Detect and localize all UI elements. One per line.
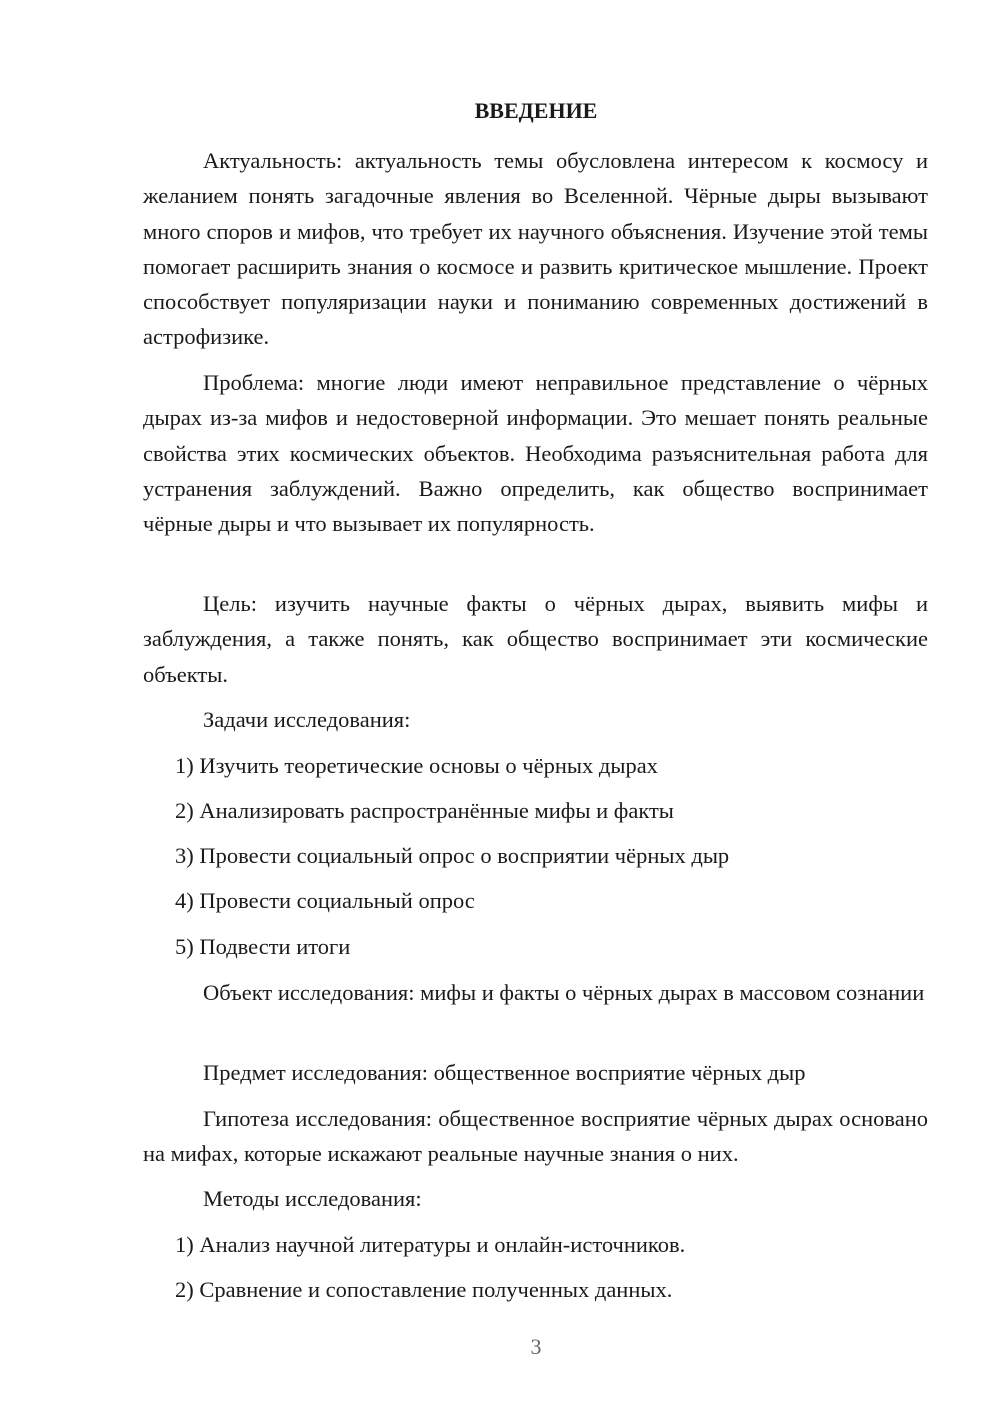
- task-item-5: 5) Подвести итоги: [175, 934, 351, 959]
- task-item-3: 3) Провести социальный опрос о восприятии чёрных дыр: [175, 843, 730, 868]
- tasks-heading: Задачи исследования:: [203, 707, 411, 732]
- goal-paragraph: Цель: изучить научные факты о чёрных дырах, выявить мифы и заблуждения, а также понять, как общество воспринимает эти космические объекты.: [143, 591, 928, 687]
- task-item-1: 1) Изучить теоретические основы о чёрных дырах: [175, 753, 658, 778]
- methods-heading: Методы исследования:: [203, 1186, 422, 1211]
- task-item-2: 2) Анализировать распространённые мифы и факты: [175, 798, 674, 823]
- problem-paragraph: Проблема: многие люди имеют неправильное представление о чёрных дырах из-за мифов и недостоверной информации. Это мешает понять реальные свойства этих космических объектов. Необходима разъяснительная работа для устранения заблуждений. Важно определить, как общество воспринимает чёрные дыры и что вызывает их популярность.: [143, 370, 928, 537]
- method-item-2: 2) Сравнение и сопоставление полученных данных.: [175, 1277, 673, 1302]
- relevance-paragraph: Актуальность: актуальность темы обусловлена интересом к космосу и желанием понять загадочные явления во Вселенной. Чёрные дыры вызывают много споров и мифов, что требует их научного объяснения. Изучение этой темы помогает расширить знания о космосе и развить критическое мышление. Проект способствует популяризации науки и пониманию современных достижений в астрофизике.: [143, 148, 928, 350]
- method-item-1: 1) Анализ научной литературы и онлайн-источников.: [175, 1232, 686, 1257]
- task-item-4: 4) Провести социальный опрос: [175, 888, 475, 913]
- hypothesis-paragraph: Гипотеза исследования: общественное восприятие чёрных дырах основано на мифах, которые искажают реальные научные знания о них.: [143, 1106, 928, 1167]
- page-number: 3: [530, 1334, 542, 1359]
- section-title: ВВЕДЕНИЕ: [474, 98, 598, 123]
- object-paragraph: Объект исследования: мифы и факты о чёрных дырах в массовом сознании: [203, 980, 925, 1005]
- subject-paragraph: Предмет исследования: общественное восприятие чёрных дыр: [203, 1060, 806, 1085]
